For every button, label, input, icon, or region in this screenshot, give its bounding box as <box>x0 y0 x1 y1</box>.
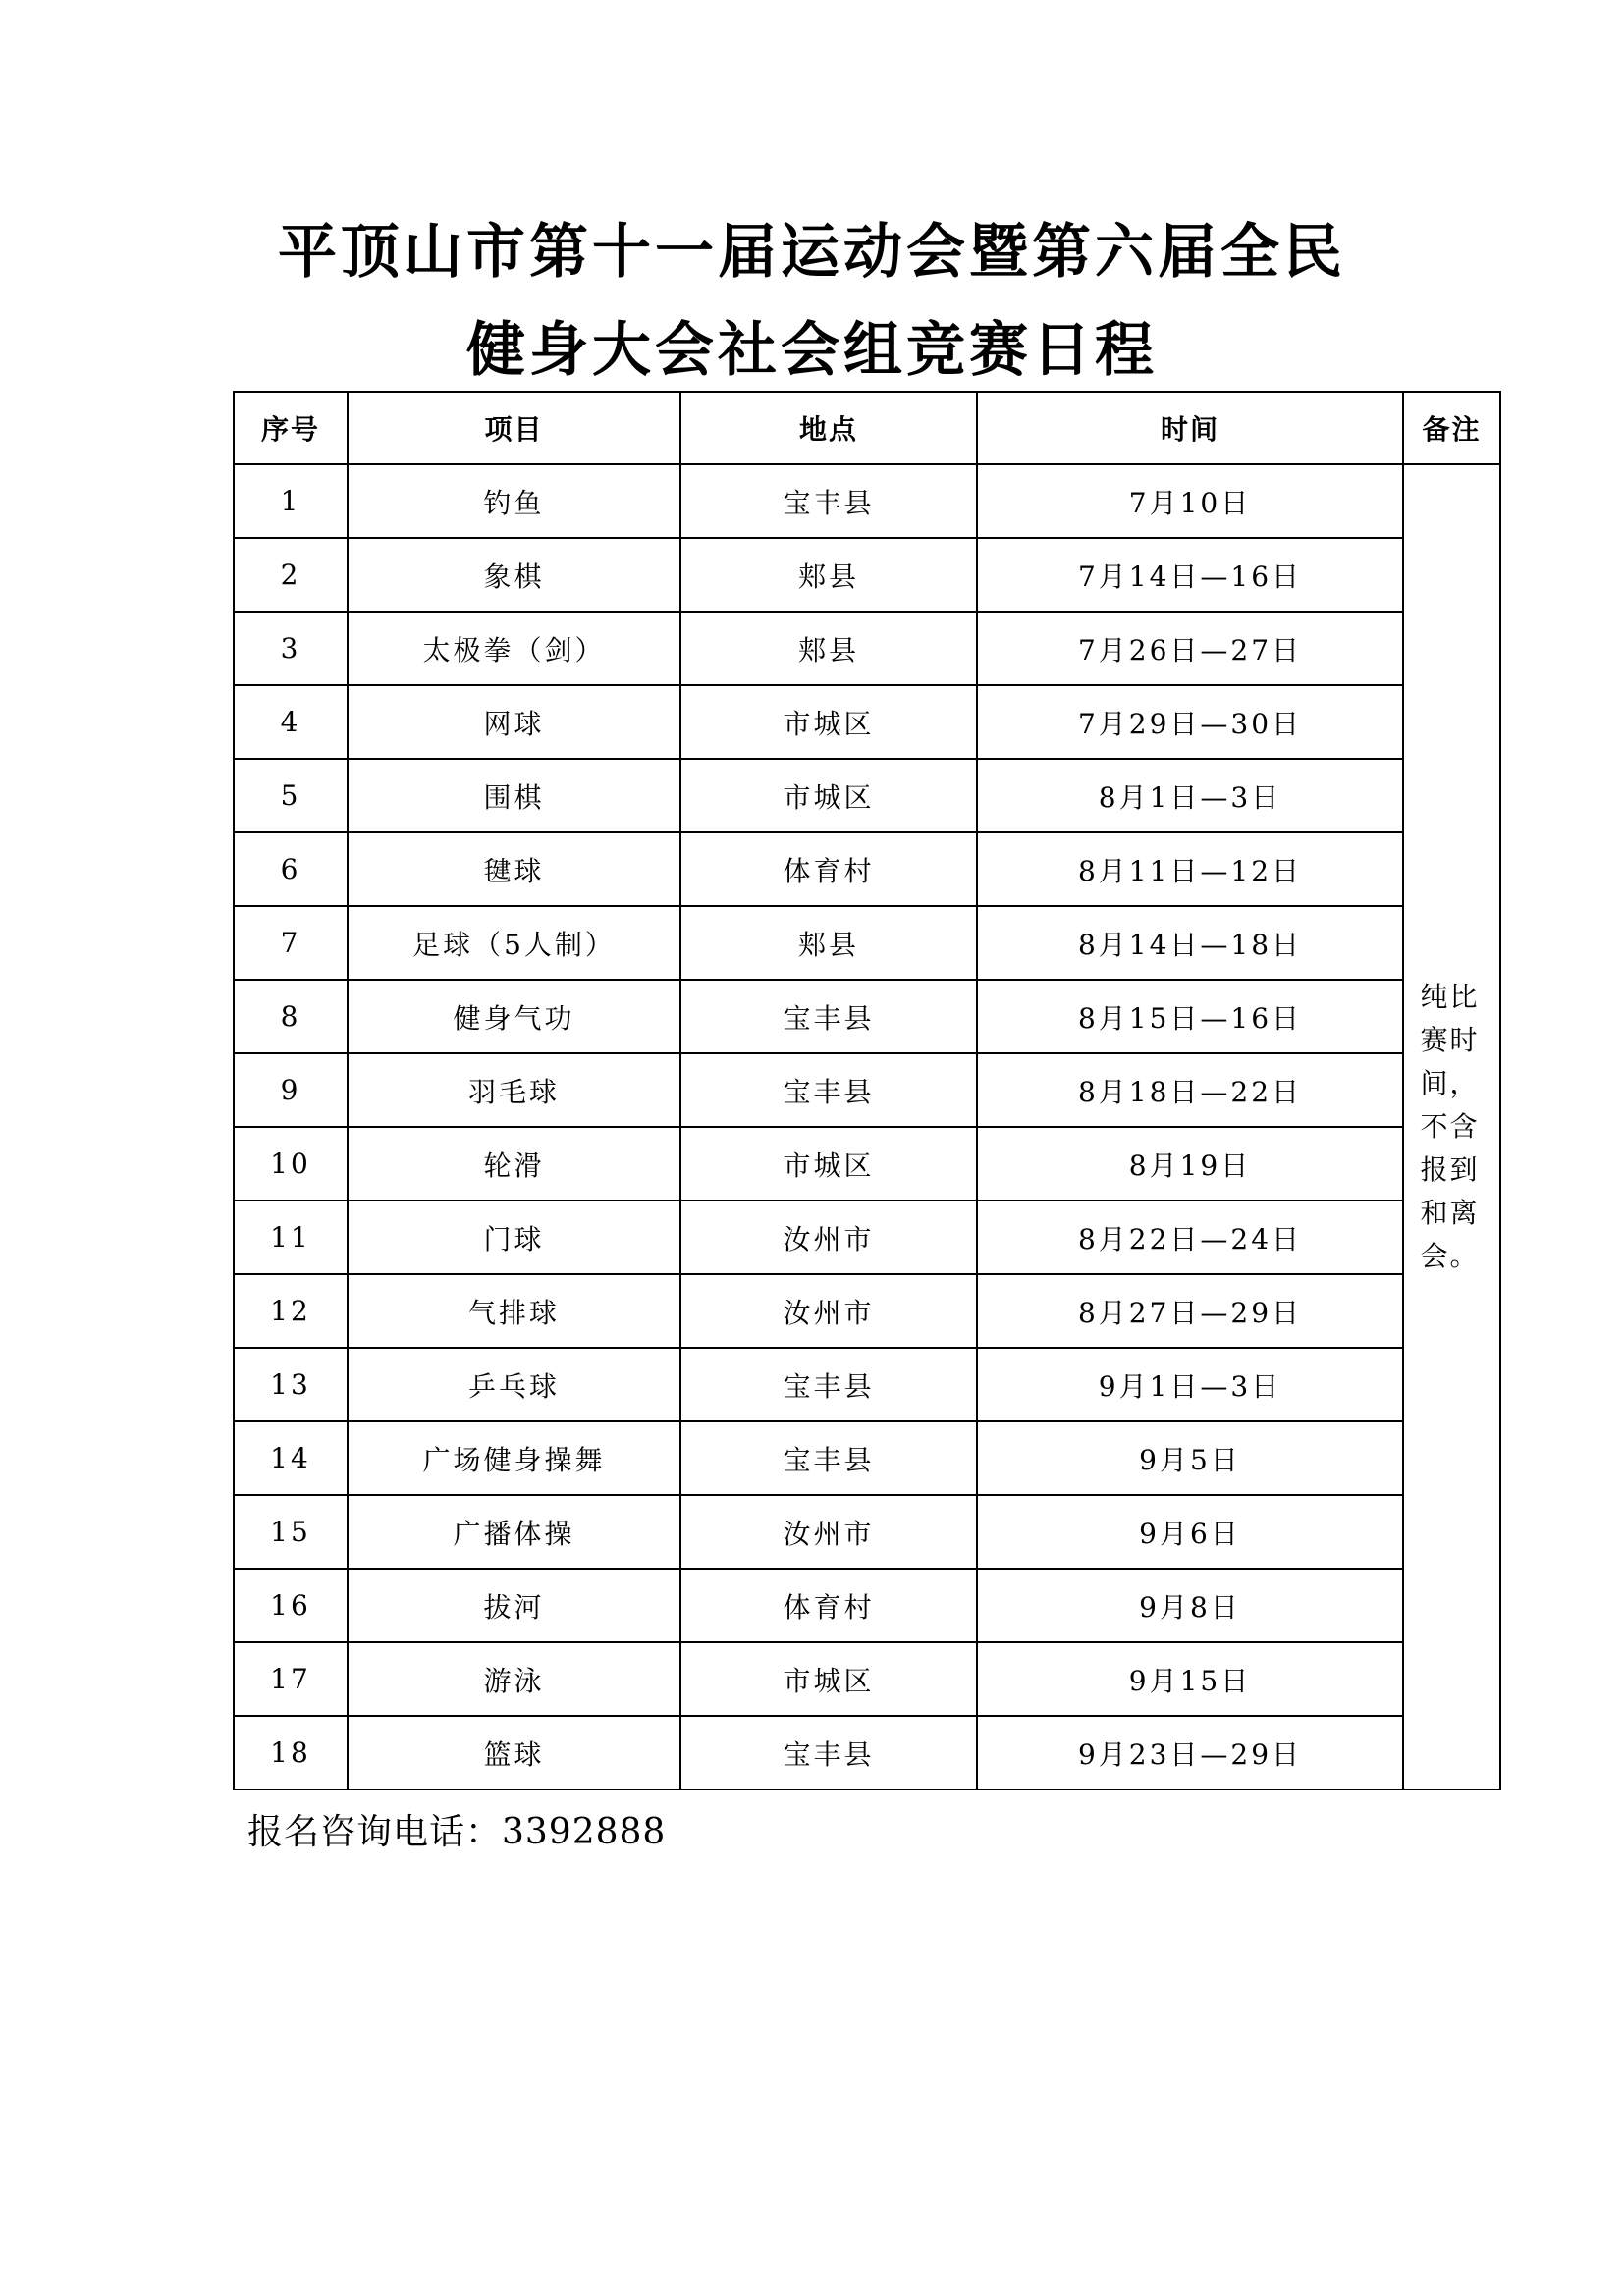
row-place: 市城区 <box>680 759 977 832</box>
row-time: 9月6日 <box>977 1495 1403 1569</box>
header-item: 项目 <box>348 392 680 464</box>
row-time: 9月23日—29日 <box>977 1716 1403 1789</box>
row-place: 宝丰县 <box>680 1348 977 1421</box>
row-time: 8月15日—16日 <box>977 980 1403 1053</box>
row-no: 1 <box>234 464 348 538</box>
row-time: 9月5日 <box>977 1421 1403 1495</box>
row-place: 市城区 <box>680 1127 977 1201</box>
header-note: 备注 <box>1403 392 1500 464</box>
row-item: 篮球 <box>348 1716 680 1789</box>
row-item: 象棋 <box>348 538 680 612</box>
row-time: 8月27日—29日 <box>977 1274 1403 1348</box>
row-time: 8月11日—12日 <box>977 832 1403 906</box>
document-title-line1: 平顶山市第十一届运动会暨第六届全民 <box>278 218 1346 287</box>
table-row <box>234 1716 1500 1789</box>
row-item: 拔河 <box>348 1569 680 1642</box>
row-no: 14 <box>234 1421 348 1495</box>
table-row <box>234 464 1500 538</box>
row-time: 8月22日—24日 <box>977 1201 1403 1274</box>
row-no: 11 <box>234 1201 348 1274</box>
row-item: 网球 <box>348 685 680 759</box>
row-item: 健身气功 <box>348 980 680 1053</box>
row-place: 市城区 <box>680 1642 977 1716</box>
row-time: 9月1日—3日 <box>977 1348 1403 1421</box>
row-no: 16 <box>234 1569 348 1642</box>
row-place: 郏县 <box>680 538 977 612</box>
row-item: 足球（5人制） <box>348 906 680 980</box>
row-time: 7月10日 <box>977 464 1403 538</box>
row-place: 宝丰县 <box>680 464 977 538</box>
row-no: 17 <box>234 1642 348 1716</box>
row-item: 广播体操 <box>348 1495 680 1569</box>
row-item: 围棋 <box>348 759 680 832</box>
row-place: 体育村 <box>680 832 977 906</box>
row-item: 游泳 <box>348 1642 680 1716</box>
row-no: 5 <box>234 759 348 832</box>
row-place: 宝丰县 <box>680 1421 977 1495</box>
table-row <box>234 1127 1500 1201</box>
row-no: 7 <box>234 906 348 980</box>
row-item: 轮滑 <box>348 1127 680 1201</box>
table-row <box>234 1201 1500 1274</box>
table-row <box>234 538 1500 612</box>
row-time: 8月1日—3日 <box>977 759 1403 832</box>
row-time: 7月14日—16日 <box>977 538 1403 612</box>
row-place: 体育村 <box>680 1569 977 1642</box>
row-no: 9 <box>234 1053 348 1127</box>
row-time: 7月26日—27日 <box>977 612 1403 685</box>
document-title-line2: 健身大会社会组竞赛日程 <box>466 316 1158 385</box>
row-place: 宝丰县 <box>680 980 977 1053</box>
schedule-table <box>233 391 1501 1790</box>
row-no: 18 <box>234 1716 348 1789</box>
row-place: 市城区 <box>680 685 977 759</box>
row-no: 3 <box>234 612 348 685</box>
table-row <box>234 1053 1500 1127</box>
row-no: 4 <box>234 685 348 759</box>
table-row <box>234 759 1500 832</box>
row-item: 毽球 <box>348 832 680 906</box>
table-row <box>234 1569 1500 1642</box>
row-time: 8月19日 <box>977 1127 1403 1201</box>
note-cell <box>1403 464 1500 1789</box>
row-place: 宝丰县 <box>680 1716 977 1789</box>
row-place: 郏县 <box>680 906 977 980</box>
header-place: 地点 <box>680 392 977 464</box>
row-no: 12 <box>234 1274 348 1348</box>
row-no: 8 <box>234 980 348 1053</box>
table-row <box>234 906 1500 980</box>
table-row <box>234 1274 1500 1348</box>
header-no: 序号 <box>234 392 348 464</box>
row-no: 10 <box>234 1127 348 1201</box>
row-no: 15 <box>234 1495 348 1569</box>
row-item: 气排球 <box>348 1274 680 1348</box>
row-no: 6 <box>234 832 348 906</box>
row-place: 宝丰县 <box>680 1053 977 1127</box>
contact-phone: 报名咨询电话：3392888 <box>247 1812 667 1852</box>
row-item: 钓鱼 <box>348 464 680 538</box>
row-item: 门球 <box>348 1201 680 1274</box>
table-row <box>234 612 1500 685</box>
row-item: 羽毛球 <box>348 1053 680 1127</box>
header-time: 时间 <box>977 392 1403 464</box>
row-no: 13 <box>234 1348 348 1421</box>
table-row <box>234 685 1500 759</box>
row-time: 9月15日 <box>977 1642 1403 1716</box>
row-place: 汝州市 <box>680 1201 977 1274</box>
row-item: 太极拳（剑） <box>348 612 680 685</box>
row-item: 广场健身操舞 <box>348 1421 680 1495</box>
table-row <box>234 832 1500 906</box>
row-time: 9月8日 <box>977 1569 1403 1642</box>
row-place: 郏县 <box>680 612 977 685</box>
table-header-row <box>234 392 1500 464</box>
row-item: 乒乓球 <box>348 1348 680 1421</box>
table-row <box>234 1421 1500 1495</box>
table-row <box>234 980 1500 1053</box>
table-row <box>234 1348 1500 1421</box>
row-no: 2 <box>234 538 348 612</box>
note-text: 纯比赛时间，不含报到和离会。 <box>1420 981 1480 1272</box>
row-time: 8月18日—22日 <box>977 1053 1403 1127</box>
row-time: 7月29日—30日 <box>977 685 1403 759</box>
row-time: 8月14日—18日 <box>977 906 1403 980</box>
row-place: 汝州市 <box>680 1274 977 1348</box>
row-place: 汝州市 <box>680 1495 977 1569</box>
table-row <box>234 1495 1500 1569</box>
table-row <box>234 1642 1500 1716</box>
